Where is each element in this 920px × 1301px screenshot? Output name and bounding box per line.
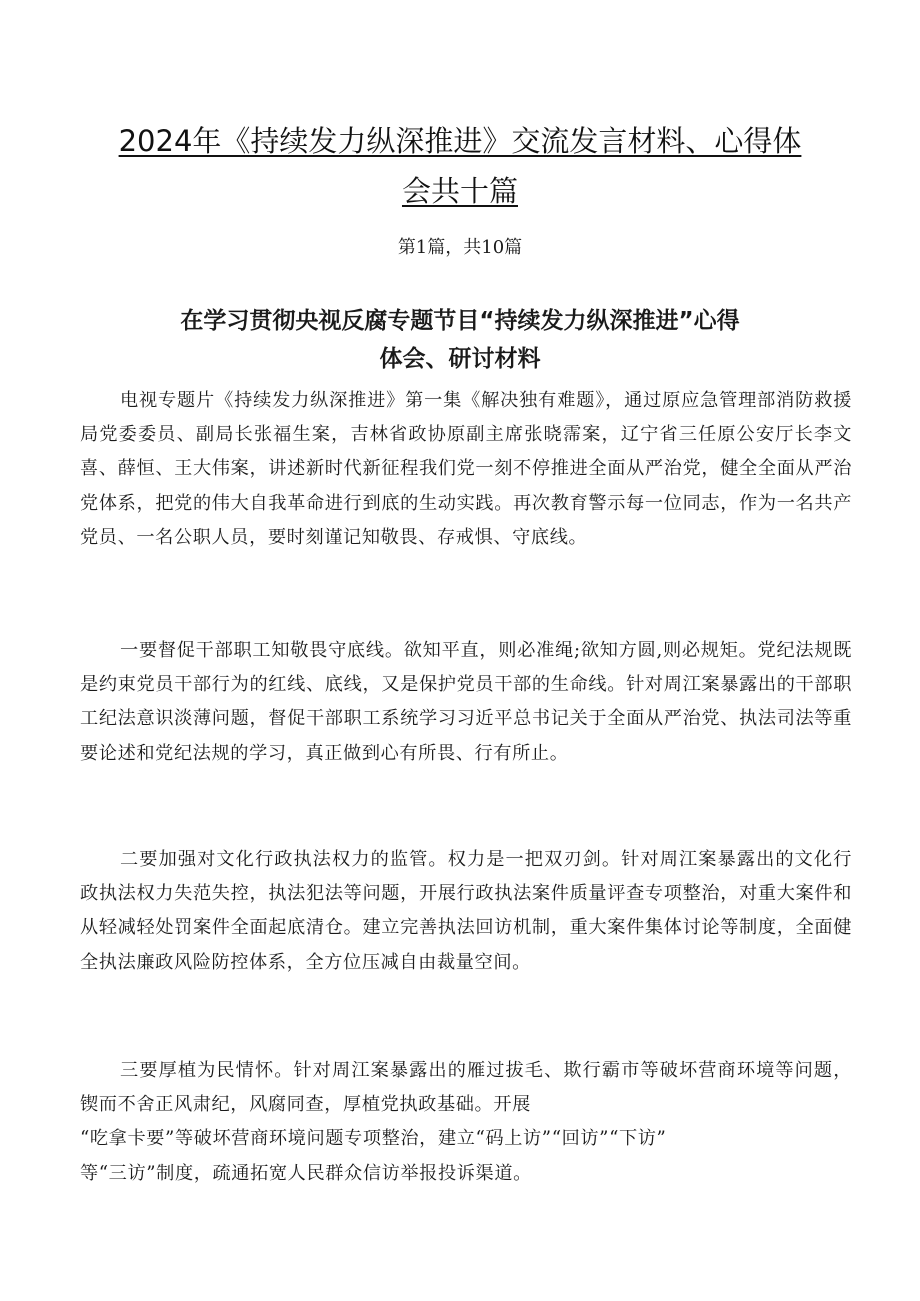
document-title: [70, 116, 850, 216]
subtitle-line-2: 体会、研讨材料: [379, 346, 541, 372]
article-subtitle: [110, 302, 810, 378]
subtitle-line-1: 在学习贯彻央视反腐专题节目“持续发力纵深推进”心得: [180, 308, 740, 334]
paragraph-4-line-1: 三要厚植为民情怀。针对周江案暴露出的雁过拔毛、欺行霸市等破坏营商环境等问题，锲而不舍正风肃纪，风腐同查，厚植党执政基础。开展: [80, 1060, 852, 1116]
part-label: 第1篇，共10篇: [397, 237, 523, 258]
paragraph-3: 二要加强对文化行政执法权力的监管。权力是一把双刃剑。针对周江案暴露出的文化行政执法权力失范失控，执法犯法等问题，开展行政执法案件质量评查专项整治，对重大案件和从轻减轻处罚案件全面起底清仓。建立完善执法回访机制，重大案件集体讨论等制度，全面健全执法廉政风险防控体系，全方位压减自由裁量空间。: [80, 849, 852, 973]
title-line-2: 会共十篇: [401, 174, 518, 208]
paragraph-4: [80, 1054, 852, 1191]
paragraph-1: 电视专题片《持续发力纵深推进》第一集《解决独有难题》，通过原应急管理部消防救援局党委委员、副局长张福生案，吉林省政协原副主席张晓霈案，辽宁省三任原公安厅长李文喜、薛恒、王大伟案，讲述新时代新征程我们党一刻不停推进全面从严治党，健全全面从严治党体系，把党的伟大自我革命进行到底的生动实践。再次教育警示每一位同志，作为一名共产党员、一名公职人员，要时刻谨记知敬畏、存戒惧、守底线。: [80, 390, 852, 548]
title-line-1: 2024年《持续发力纵深推进》交流发言材料、心得体: [118, 124, 802, 158]
paragraph-2: 一要督促干部职工知敬畏守底线。欲知平直，则必准绳;欲知方圆,则必规矩。党纪法规既是约束党员干部行为的红线、底线，又是保护党员干部的生命线。针对周江案暴露出的干部职工纪法意识淡薄问题，督促干部职工系统学习习近平总书记关于全面从严治党、执法司法等重要论述和党纪法规的学习，真正做到心有所畏、行有所止。: [80, 640, 852, 764]
paragraph-4-line-2: “吃拿卡要”等破坏营商环境问题专项整治，建立“码上访”“回访”“下访”: [80, 1128, 667, 1150]
paragraph-4-line-3: 等“三访”制度，疏通拓宽人民群众信访举报投诉渠道。: [80, 1162, 532, 1184]
